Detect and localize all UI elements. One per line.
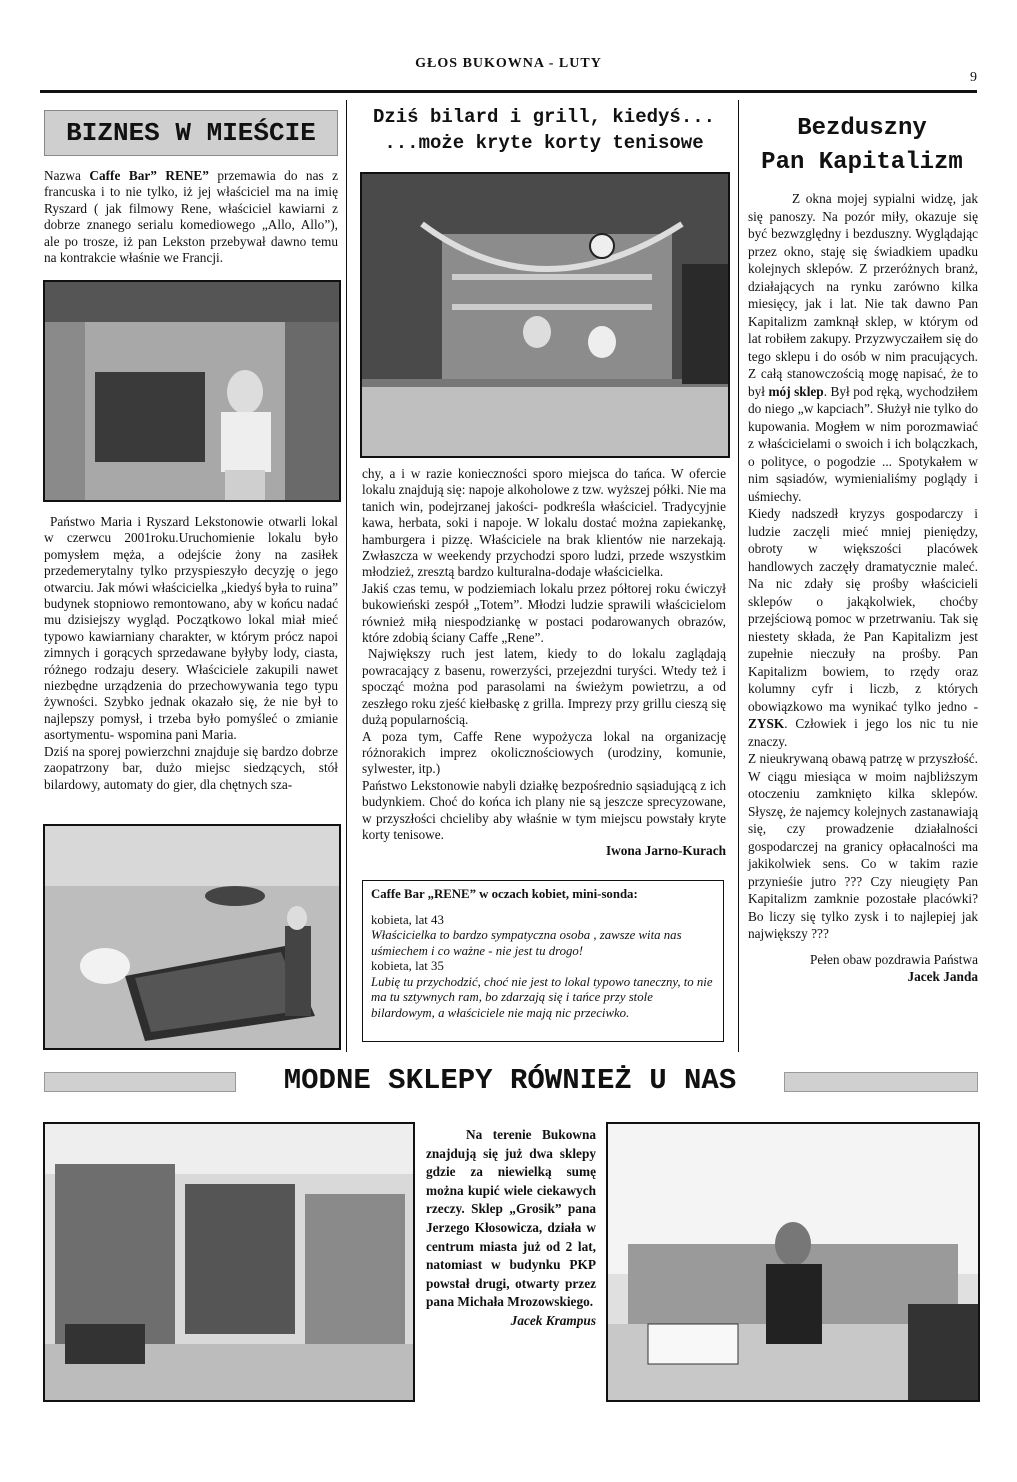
section-title-biznes: BIZNES W MIEŚCIE: [44, 110, 338, 156]
column-divider-1: [346, 100, 347, 1052]
mini-sonda-box: [362, 880, 724, 1042]
bottom-band-left: [44, 1072, 236, 1092]
page-number: 9: [970, 70, 977, 85]
top-rule: [40, 90, 977, 93]
col2-author: Iwona Jarno-Kurach: [605, 843, 726, 859]
col1-body: Państwo Maria i Ryszard Lekstonowie otwarli lokal w czerwcu 2001roku.Uruchomienie lokalu było pomysłem męża, a odejście żony na zasiłek przedemerytalny tylko przyspieszyło decyzję o jego otwarciu. Jak mówi właścicielka „kiedyś była to ruina” budynek stopniowo remontowano, aby w końcu nadać mu dzisiejszy wygląd. Początkowo lokal miał mieć typowo kawiarniany charakter, w którym prócz napoi zimnych i gorących sprzedawane byłyby lody, ciasta, różnego rodzaju desery. Właściciele zakupili nawet niezbędne urządzenia do przechowywania tego typu żywności. Szybko jednak okazało się, że nie był to najlepszy pomysł, i trzeba było pomyśleć o zmianie asortymentu- wspomina pani Maria. Dziś na sporej powierzchni znajduje się bardzo dobrze zaopatrzony bar, dużo miejsc siedzących, stół bilardowy, automaty do gier, dla chętnych sza-: [44, 514, 338, 792]
masthead: GŁOS BUKOWNA - LUTY: [415, 56, 602, 71]
sonda-title: Caffe Bar „RENE” w oczach kobiet, mini-sonda:: [371, 887, 638, 901]
caffe-bar-name: Caffe Bar” RENE”: [89, 168, 209, 183]
bottom-author: Jacek Krampus: [510, 1312, 596, 1328]
section-title-bilard: Dziś bilard i grill, kiedyś... ...może kryte korty tenisowe: [372, 106, 716, 154]
section-title-kapitalizm: Bezduszny Pan Kapitalizm: [761, 115, 963, 176]
column-divider-2: [738, 100, 739, 1052]
sonda-quote-2: Lubię tu przychodzić, choć nie jest to lokal typowo taneczny, to nie ma tu sztywnych ram, bo zdarzają się i tańce przy stole bilardowym, a właściciele nie mają nic przeciwko.: [371, 974, 713, 1020]
col2-body: chy, a i w razie konieczności sporo miejsca do tańca. W ofercie lokalu znajdują się: napoje alkoholowe z tzw. wyższej półki. Nie ma tanich win, podejrzanej jakości- podkreśla właściciel. Tradycyjnie kawa, herbata, soki i napoje. W lokalu dostać można zapiekankę, hamburgera i pizzę. Właściciele na brak klientów nie narzekają. Zwłaszcza w weekendy przychodzi sporo ludzi, przede wszystkim młodzież, zresztą bardzo kulturalna-dodaje właścicielka. Jakiś czas temu, w podziemiach lokalu przez półtorej roku ćwiczył bukowieński zespół „Totem”. Młodzi ludzie sprawili właścicielom również miłą niespodziankę w postaci podarowanych obrazów, które zdobią ściany Caffe „Rene”. Największy ruch jest latem, kiedy to do lokalu zaglądają powracający z basenu, rowerzyści, przejezdni turyści. Wtedy też i spocząć można pod parasolami na świeżym powietrzu, a od zeszłego roku zjeść kiełbaskę z grilla. Imprezy przy grillu cieszą się dużą popularnością. A poza tym, Caffe Rene wypożycza lokal na organizację różnorakich imprez okolicznościowych (urodziny, komunie, sylwester, itp.) Państwo Lekstonowie nabyli działkę bezpośrednio sąsiadującą z ich budynkiem. Choć do końca ich plany nie są jeszcze sprecyzowane, w przyszłości chcieliby aby właśnie w tym miejscu powstały kryte korty tenisowe. Iwona Jarno-Kurach: [362, 466, 726, 859]
photo-shop-grosik: [43, 1122, 415, 1402]
col3-closing: Pełen obaw pozdrawia Państwa: [809, 951, 978, 967]
section-title-modne-sklepy: MODNE SKLEPY RÓWNIEŻ U NAS: [240, 1064, 780, 1097]
intro-paragraph: Nazwa Caffe Bar” RENE” przemawia do nas z francuska i to nie tylko, iż jej właściciel ma na imię Ryszard ( jak filmowy Rene, właściciel kawiarni z dobrze znanego serialu komediowego „Allo, Allo”), ale po trosze, iż pan Lekston przebywał dawno temu na kontrakcie właśnie we Francji.: [44, 168, 338, 266]
col3-body: Z okna mojej sypialni widzę, jak się panoszy. Na pozór miły, okazuje się być bezwzględny i bezduszny. Wyglądając przez okno, staję się świadkiem upadku kolejnych sklepów. Z przeróżnych branż, działających na rynku zarówno kilka miesięcy, jak i lat. Nie tak dawno Pan Kapitalizm zamknął sklep, w którym od lat robiłem zakupy. Przyzwyczaiłem się do tego sklepu i do osób w nim pracujących. Z całą stanowczością mogę napisać, że to był mój sklep. Był pod ręką, wychodziłem do niego „w kapciach”. Służył nie tylko do kupowania. Mogłem w nim porozmawiać z właścicielami o swoich i ich bolączkach, o polityce, o pogodzie ... Spotykałem w nim sąsiadów, wymienialiśmy poglądy i uśmiechy. Kiedy nadszedł kryzys gospodarczy i ludzie zaczęli mieć mniej pieniędzy, obroty w większości placówek handlowych zaczęły dramatycznie maleć. Na nic zdały się prośby właścicieli sklepów o jakąkolwiek, choćby przejściową pomoc w przetrwaniu. Tak się niestety składa, że Pan Kapitalizm jest zupełnie nieczuły na prośby. Pan Kapitalizm bowiem, to rzędy oraz kolumny cyfr i liczb, z których obowiązkowo ma wynikać tylko jedno - ZYSK. Człowiek i jego los nic tu nie znaczy. Z nieukrywaną obawą patrzę w przyszłość. W ciągu miesiąca w moim najbliższym otoczeniu zamknięto kilka sklepów. Słyszę, że najemcy kolejnych zastanawiają się, czy prowadzenie działalności gospodarczej na granicy opłacalności ma jakikolwiek sens. Co w takim razie przynieśie jutro ??? Czy nieugięty Pan Kapitalizm zamknie pozostałe placówki? Bo liczy się tylko zysk i to najlepiej jak największy ??? Pełen obaw pozdrawia Państwa Jacek Janda: [748, 191, 978, 984]
photo-billiard-table: [43, 824, 341, 1050]
col3-author: Jacek Janda: [907, 969, 978, 984]
photo-bar-interior: [360, 172, 730, 458]
zysk-bold: ZYSK: [748, 716, 785, 731]
photo-grill-owner: [43, 280, 341, 502]
photo-shop-pkp: [606, 1122, 980, 1402]
bottom-article: Na terenie Bukowna znajdują się już dwa sklepy gdzie za niewielką sumę można kupić wiele ciekawych rzeczy. Sklep „Grosik” pana Jerzego Kłosowicza, działa w centrum miasta już od 2 lat, natomiast w budynku PKP powstał drugi, otwarty przez pana Michała Mrozowskiego. Jacek Krampus: [426, 1126, 596, 1331]
sonda-quote-1: Właścicielka to bardzo sympatyczna osoba , zawsze wita nas uśmiechem i co ważne - nie jest tu drogo!: [371, 928, 682, 958]
sonda-respondent-1: kobieta, lat 43: [371, 912, 444, 927]
sonda-respondent-2: kobieta, lat 35: [371, 959, 444, 973]
moj-sklep-bold: mój sklep: [768, 383, 824, 399]
bottom-band-right: [784, 1072, 978, 1092]
